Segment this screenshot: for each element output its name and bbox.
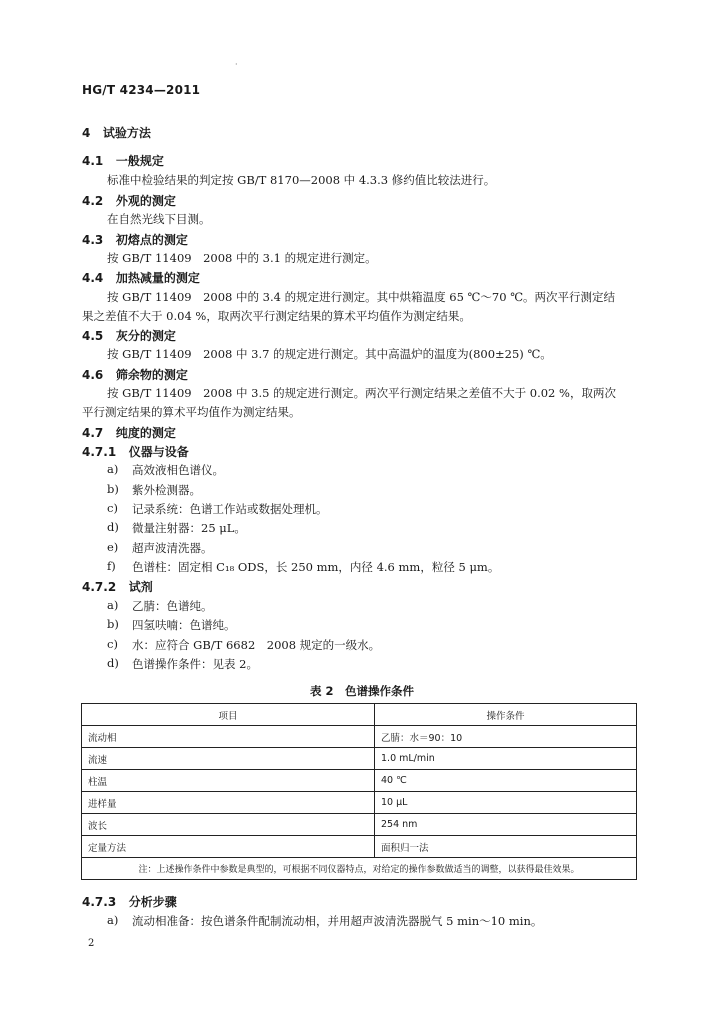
heading-4-6 (82, 366, 188, 383)
table-cell: 10 μL (375, 792, 637, 814)
list-item: 水：应符合 GB/T 6682 2008 规定的一级水。 (132, 638, 381, 652)
table-cell: 波长 (82, 814, 375, 836)
heading-4-7-3 (82, 893, 177, 910)
clause-number: 4.7.3 (82, 895, 117, 909)
list-item: 色谱柱：固定相 C₁₈ ODS，长 250 mm，内径 4.6 mm，粒径 5 μm。 (132, 560, 500, 574)
clause-number: 4.7 (82, 426, 104, 440)
table-row (82, 792, 637, 814)
clause-number: 4.7.2 (82, 580, 117, 594)
table-cell: 1.0 mL/min (375, 748, 637, 770)
table-cell: 流动相 (82, 726, 375, 748)
clause-number: 4.6 (82, 368, 104, 382)
list-item-label: d) (107, 656, 119, 670)
table-cell: 乙腈：水＝90：10 (375, 726, 637, 748)
table-row (82, 726, 637, 748)
table-note-row (82, 858, 637, 880)
list-item-label: a) (107, 462, 119, 476)
paragraph-4-2: 在自然光线下目测。 (107, 212, 211, 226)
list-item-label: c) (107, 637, 118, 651)
clause-title: 纯度的测定 (115, 426, 176, 440)
table-cell: 柱温 (82, 770, 375, 792)
table-cell: 流速 (82, 748, 375, 770)
table-cell: 面积归一法 (375, 836, 637, 858)
list-item: 超声波清洗器。 (132, 541, 213, 555)
clause-number: 4.1 (82, 154, 104, 168)
section-heading-4 (82, 124, 151, 141)
table-cell: 进样量 (82, 792, 375, 814)
table-header-cell: 项目 (82, 704, 375, 726)
scan-speck: · (235, 60, 238, 69)
clause-title: 分析步骤 (128, 895, 177, 909)
list-item-label: b) (107, 482, 119, 496)
clause-title: 试剂 (128, 580, 153, 594)
paragraph-4-4-line1: 按 GB/T 11409 2008 中的 3.4 的规定进行测定。其中烘箱温度 65 ℃～70 ℃。两次平行测定结 (107, 290, 616, 304)
heading-4-7 (82, 424, 176, 441)
heading-4-3 (82, 231, 188, 248)
list-item: 乙腈：色谱纯。 (132, 599, 213, 613)
table-header-cell: 操作条件 (375, 704, 637, 726)
clause-number: 4.5 (82, 329, 104, 343)
list-item-label: a) (107, 598, 119, 612)
clause-title: 筛余物的测定 (115, 368, 188, 382)
heading-4-2 (82, 192, 176, 209)
conditions-table (81, 703, 637, 880)
table-row (82, 836, 637, 858)
table-note: 注：上述操作条件中参数是典型的，可根据不同仪器特点，对给定的操作参数做适当的调整，以获得最佳效果。 (82, 858, 637, 880)
table-row (82, 770, 637, 792)
table-cell: 254 nm (375, 814, 637, 836)
section-title: 试验方法 (102, 126, 151, 140)
clause-title: 加热减量的测定 (115, 271, 200, 285)
section-number: 4 (82, 126, 91, 140)
list-item: 色谱操作条件：见表 2。 (132, 657, 258, 671)
table-cell: 定量方法 (82, 836, 375, 858)
heading-4-4 (82, 269, 200, 286)
list-item-label: e) (107, 540, 119, 554)
clause-number: 4.3 (82, 233, 104, 247)
heading-4-5 (82, 327, 176, 344)
list-item-label: c) (107, 501, 118, 515)
standard-number: HG/T 4234—2011 (82, 83, 201, 97)
heading-4-7-2 (82, 578, 153, 595)
clause-title: 仪器与设备 (128, 445, 189, 459)
list-item-label: a) (107, 913, 119, 927)
clause-number: 4.2 (82, 194, 104, 208)
table-row (82, 748, 637, 770)
clause-title: 一般规定 (115, 154, 164, 168)
table-row (82, 814, 637, 836)
table-caption: 表 2 色谱操作条件 (309, 684, 414, 698)
list-item-label: d) (107, 520, 119, 534)
list-item: 微量注射器：25 μL。 (132, 521, 246, 535)
clause-title: 初熔点的测定 (115, 233, 188, 247)
list-item: 流动相准备：按色谱条件配制流动相，并用超声波清洗器脱气 5 min～10 min。 (132, 914, 543, 928)
clause-title: 灰分的测定 (115, 329, 176, 343)
list-item: 高效液相色谱仪。 (132, 463, 224, 477)
list-item: 四氢呋喃：色谱纯。 (132, 618, 236, 632)
heading-4-1 (82, 152, 164, 169)
heading-4-7-1 (82, 443, 189, 460)
paragraph-4-3: 按 GB/T 11409 2008 中的 3.1 的规定进行测定。 (107, 251, 377, 265)
clause-number: 4.4 (82, 271, 104, 285)
clause-number: 4.7.1 (82, 445, 117, 459)
list-item-label: f) (107, 559, 116, 573)
list-item-label: b) (107, 617, 119, 631)
clause-title: 外观的测定 (115, 194, 176, 208)
paragraph-4-6-line1: 按 GB/T 11409 2008 中 3.5 的规定进行测定。两次平行测定结果之差值不大于 0.02 %，取两次 (107, 386, 616, 400)
table-cell: 40 ℃ (375, 770, 637, 792)
paragraph-4-5: 按 GB/T 11409 2008 中 3.7 的规定进行测定。其中高温炉的温度为(800±25) ℃。 (107, 347, 552, 361)
list-item: 紫外检测器。 (132, 483, 201, 497)
table-header-row (82, 704, 637, 726)
list-item: 记录系统：色谱工作站或数据处理机。 (132, 502, 328, 516)
paragraph-4-1: 标准中检验结果的判定按 GB/T 8170—2008 中 4.3.3 修约值比较法进行。 (107, 173, 496, 187)
paragraph-4-4-line2: 果之差值不大于 0.04 %，取两次平行测定结果的算术平均值作为测定结果。 (82, 309, 471, 323)
page-number: 2 (88, 938, 95, 949)
paragraph-4-6-line2: 平行测定结果的算术平均值作为测定结果。 (82, 405, 301, 419)
